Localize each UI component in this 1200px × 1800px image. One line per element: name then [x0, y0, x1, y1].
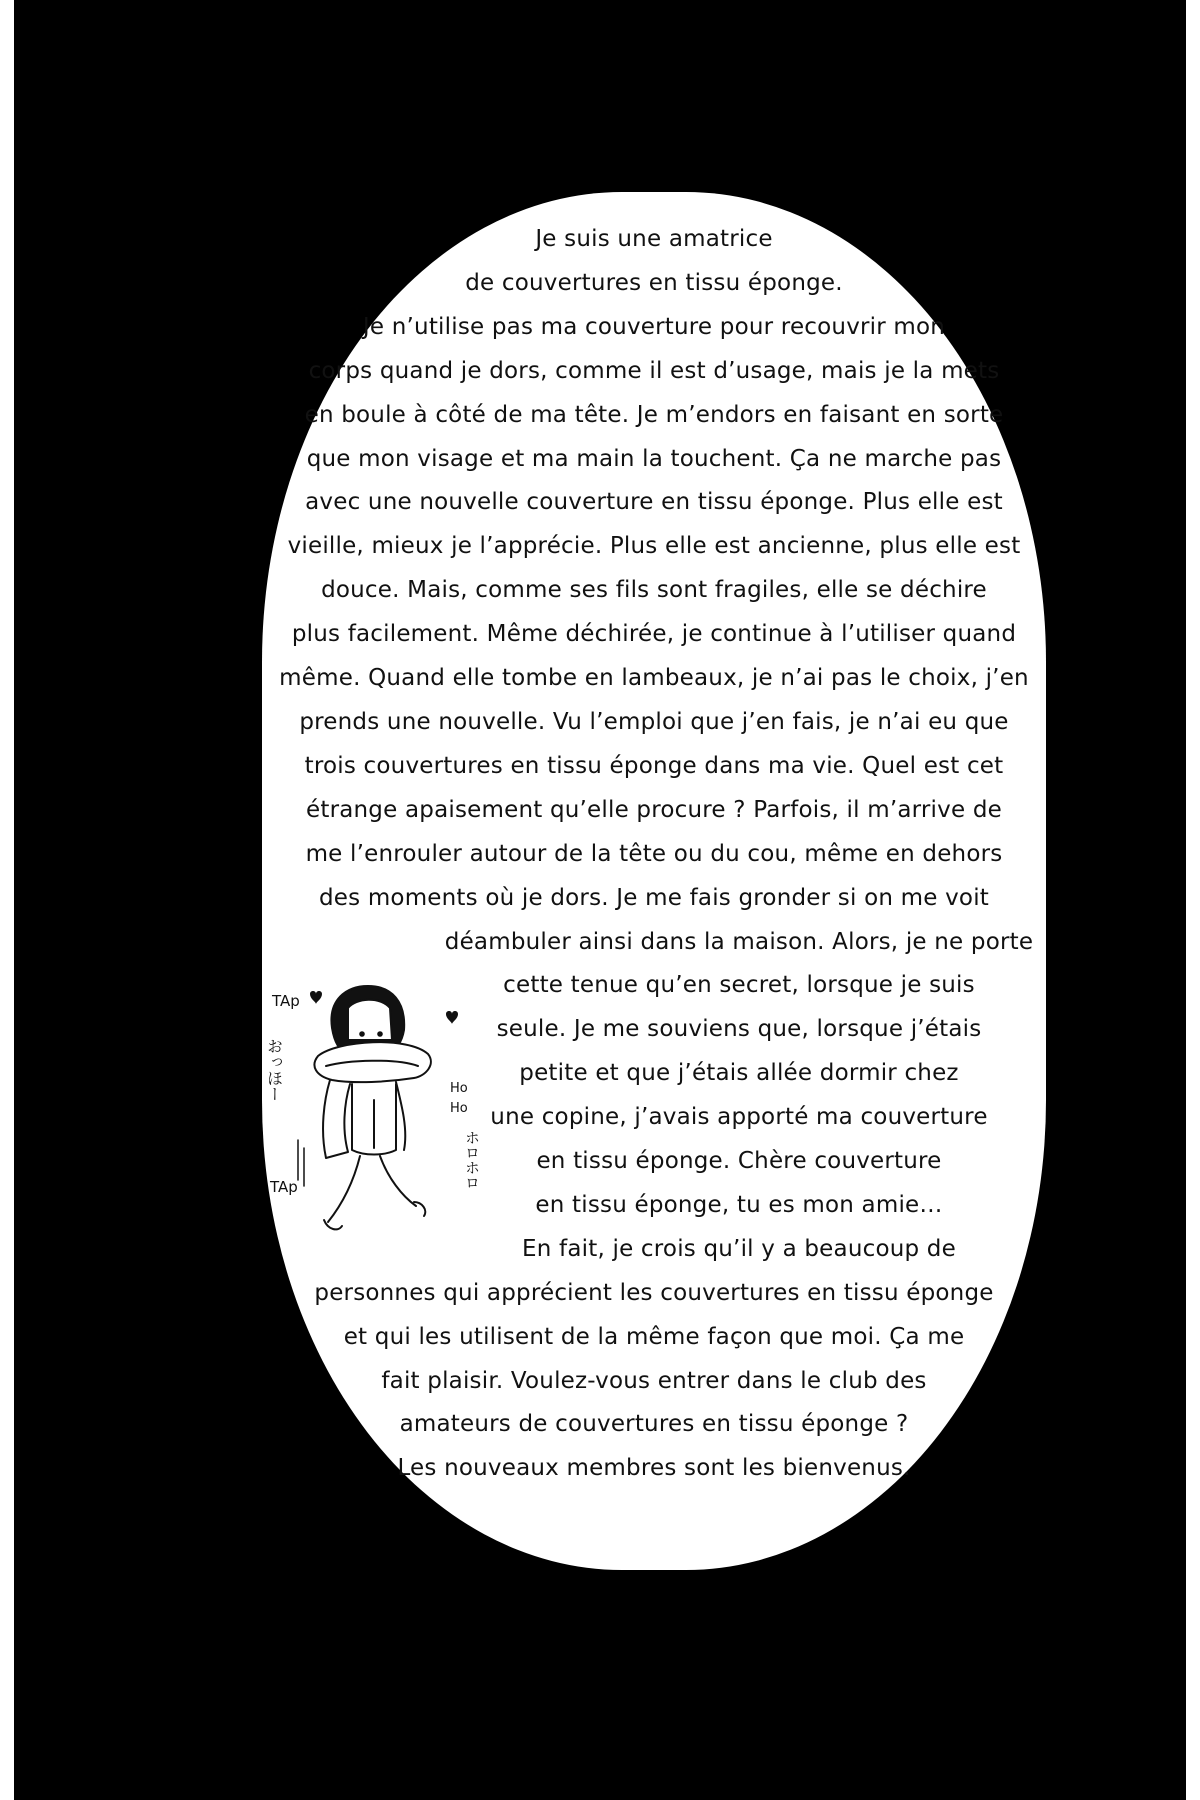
text-line: de couvertures en tissu éponge. — [465, 269, 843, 296]
text-line: en tissu éponge. Chère couverture — [536, 1148, 942, 1175]
text-line: fait plaisir. Voulez-vous entrer dans le club des — [381, 1367, 927, 1394]
sfx-tap-top: TAp — [272, 992, 300, 1010]
sfx-ho-bottom: Ho — [450, 1101, 468, 1116]
text-line: et qui les utilisent de la même façon que moi. Ça me — [343, 1323, 965, 1350]
text-line: Je n’utilise pas ma couverture pour recouvrir mon — [362, 313, 946, 340]
text-line: que mon visage et ma main la touchent. Ça ne marche pas — [306, 445, 1002, 472]
text-line: déambuler ainsi dans la maison. Alors, je ne porte — [444, 928, 1034, 955]
text-line: étrange apaisement qu’elle procure ? Parfois, il m’arrive de — [306, 796, 1002, 823]
text-line: seule. Je me souviens que, lorsque j’étais — [496, 1016, 982, 1043]
speech-bubble-text — [262, 218, 1046, 1491]
text-line: même. Quand elle tombe en lambeaux, je n’ai pas le choix, j’en — [279, 665, 1029, 692]
text-line: me l’enrouler autour de la tête ou du cou, même en dehors — [305, 840, 1003, 867]
text-line: trois couvertures en tissu éponge dans ma vie. Quel est cet — [304, 752, 1004, 779]
sfx-japanese-right: ホロホロ — [463, 1130, 481, 1190]
sfx-tap-bottom: TAp — [270, 1178, 298, 1196]
text-line: cette tenue qu’en secret, lorsque je suis — [503, 972, 975, 999]
text-line: en tissu éponge, tu es mon amie… — [535, 1191, 943, 1218]
text-line: petite et que j’étais allée dormir chez — [519, 1060, 959, 1087]
text-line: une copine, j’avais apporté ma couverture — [490, 1104, 988, 1131]
text-line: personnes qui apprécient les couvertures en tissu éponge — [314, 1279, 994, 1306]
text-line: en boule à côté de ma tête. Je m’endors en faisant en sorte — [304, 401, 1004, 428]
text-line: corps quand je dors, comme il est d’usage, mais je la mets — [308, 357, 1000, 384]
text-line: avec une nouvelle couverture en tissu éponge. Plus elle est — [305, 489, 1003, 516]
text-line: Je suis une amatrice — [535, 226, 773, 252]
heart-icon — [310, 991, 322, 1004]
text-line: Les nouveaux membres sont les bienvenus. — [397, 1455, 911, 1482]
text-line: En fait, je crois qu’il y a beaucoup de — [522, 1235, 956, 1262]
sfx-ho-top: Ho — [450, 1081, 468, 1096]
text-line: douce. Mais, comme ses fils sont fragiles, elle se déchire — [321, 577, 987, 604]
girl-with-towel-illustration — [264, 980, 498, 1250]
text-line: prends une nouvelle. Vu l’emploi que j’en fais, je n’ai eu que — [299, 708, 1009, 735]
text-line: vieille, mieux je l’apprécie. Plus elle est ancienne, plus elle est — [287, 533, 1021, 560]
text-line: plus facilement. Même déchirée, je continue à l’utiliser quand — [291, 621, 1017, 648]
text-line: amateurs de couvertures en tissu éponge ? — [399, 1411, 909, 1438]
text-line: des moments où je dors. Je me fais gronder si on me voit — [318, 884, 989, 911]
heart-icon — [446, 1011, 458, 1024]
sfx-japanese-left: おっほー — [264, 1038, 284, 1102]
